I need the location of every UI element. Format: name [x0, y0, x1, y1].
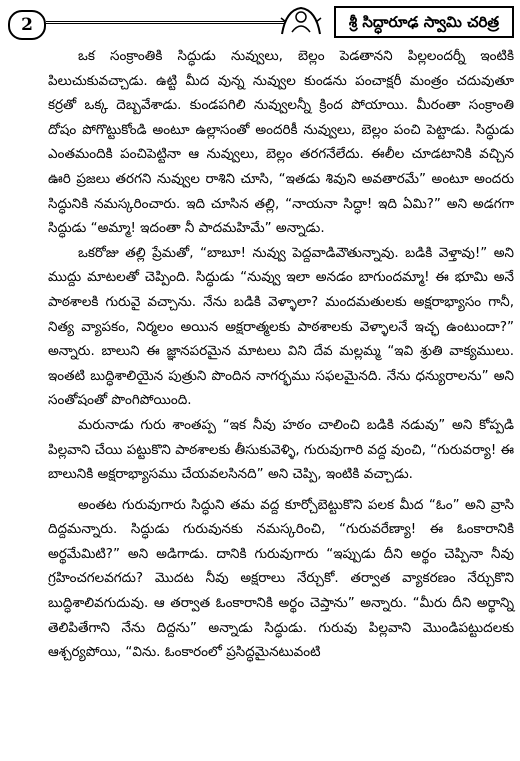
paragraph: ఒకరోజు తల్లి ప్రేమతో, “బాబూ! నువ్వు పెద్దవాడివౌతున్నావు. బడికి వెళ్తావు!” అని ముద్దు మాటలతో చెప్పింది. సిద్ధుడు “నువ్వు ఇలా అనడం బాగుందమ్మా! ఈ భూమి అనే పాఠశాలకి గురువై వచ్చాను. నేను బడికి వెళ్ళాలా? మందమతులకు అక్షరాభ్యాసం గానీ, నిత్య వ్యాపకం, నిర్మలం అయిన అక్షరాత్మలకు పాఠశాలకు వెళ్ళాలనే ఇచ్ఛ ఉంటుందా?” అన్నారు. బాలుని ఈ జ్ఞానపరమైన మాటలు విని దేవ మల్లమ్మ “ఇవి శ్రుతి వాక్యములు. ఇంతటి బుద్ధిశాలియైన పుత్రుని పొందిన నాగర్భము సఫలమైనది. నేను ధన్యురాలను” అని సంతోషంతో పొంగిపోయింది.: [48, 244, 514, 409]
guru-emblem-icon: [278, 4, 324, 36]
book-title: శ్రీ సిద్ధారూఢ స్వామి చరిత్ర: [334, 6, 514, 38]
paragraph: ఒక సంక్రాంతికి సిద్ధుడు నువ్వులు, బెల్లం పెడతానని పిల్లలందర్నీ ఇంటికి పిలుచుకువచ్చాడు. ఉట్టి మీద వున్న నువ్వుల కుండను పంచాక్షరీ మంత్రం చదువుతూ కర్రతో ఒక్క దెబ్బవేశాడు. కుండపగిలి నువ్వులన్నీ క్రింద పోయాయి. మీరంతా సంక్రాంతి దోషం పోగొట్టుకోండి అంటూ ఉల్లాసంతో అందరికీ నువ్వులు, బెల్లం పంచి పెట్టాడు. సిద్ధుడు ఎంతమందికి పంచిపెట్టినా ఆ నువ్వులు, బెల్లం తరగనేలేదు. ఈలీల చూడటానికి వచ్చిన ఊరి ప్రజలు తరగని నువ్వుల రాశిని చూసి, “ఇతడు శివుని అవతారమే” అంటూ అందరు సిద్ధునికి నమస్కరించారు. ఇది చూసిన తల్లి, “నాయనా సిద్ధా! ఇది ఏమి?” అని అడగగా సిద్ధుడు “అమ్మా! ఇదంతా నీ పాదమహిమే” అన్నాడు.: [48, 48, 514, 237]
page-body: [48, 44, 514, 665]
page-number: 2: [8, 10, 46, 40]
paragraph: మరునాడు గురు శాంతప్ప “ఇక నీవు హఠం చాలించి బడికి నడువు” అని కోప్పడి పిల్లవాని చేయి పట్టుకొని పాఠశాలకు తీసుకువెళ్ళి, గురువుగారి వద్ద వుంచి, “గురువర్యా! ఈ బాలునికి అక్షరాభ్యాసము చేయవలసినది” అని చెప్పి, ఇంటికి వచ్చాడు.: [48, 416, 514, 483]
paragraph: అంతట గురువుగారు సిద్ధుని తమ వద్ద కూర్చోబెట్టుకొని పలక మీద “ఓం” అని వ్రాసి దిద్దమన్నారు. సిద్ధుడు గురువునకు నమస్కరించి, “గురువరేణ్యా! ఈ ఓంకారానికి అర్థమేమిటి?” అని అడిగాడు. దానికి గురువుగారు “ఇప్పుడు దీని అర్థం చెప్పినా నీవు గ్రహించగలవగదు? మొదట నీవు అక్షరాలు నేర్చుకో. తర్వాత వ్యాకరణం నేర్చుకొని బుద్ధిశాలివగుదువు. ఆ తర్వాత ఓంకారానికి అర్థం చెప్తాను” అన్నారు. “మీరు దీని అర్థాన్ని తెలిపితేగాని నేను దిద్దను” అన్నాడు సిద్ధుడు. గురువు పిల్లవాని మొండిపట్టుదలకు ఆశ్చర్యపోయి, “విను. ఓంకారంలో ప్రసిద్ధమైనటువంటి: [48, 496, 514, 661]
header-rule: [46, 21, 284, 24]
page-header: [0, 0, 520, 44]
